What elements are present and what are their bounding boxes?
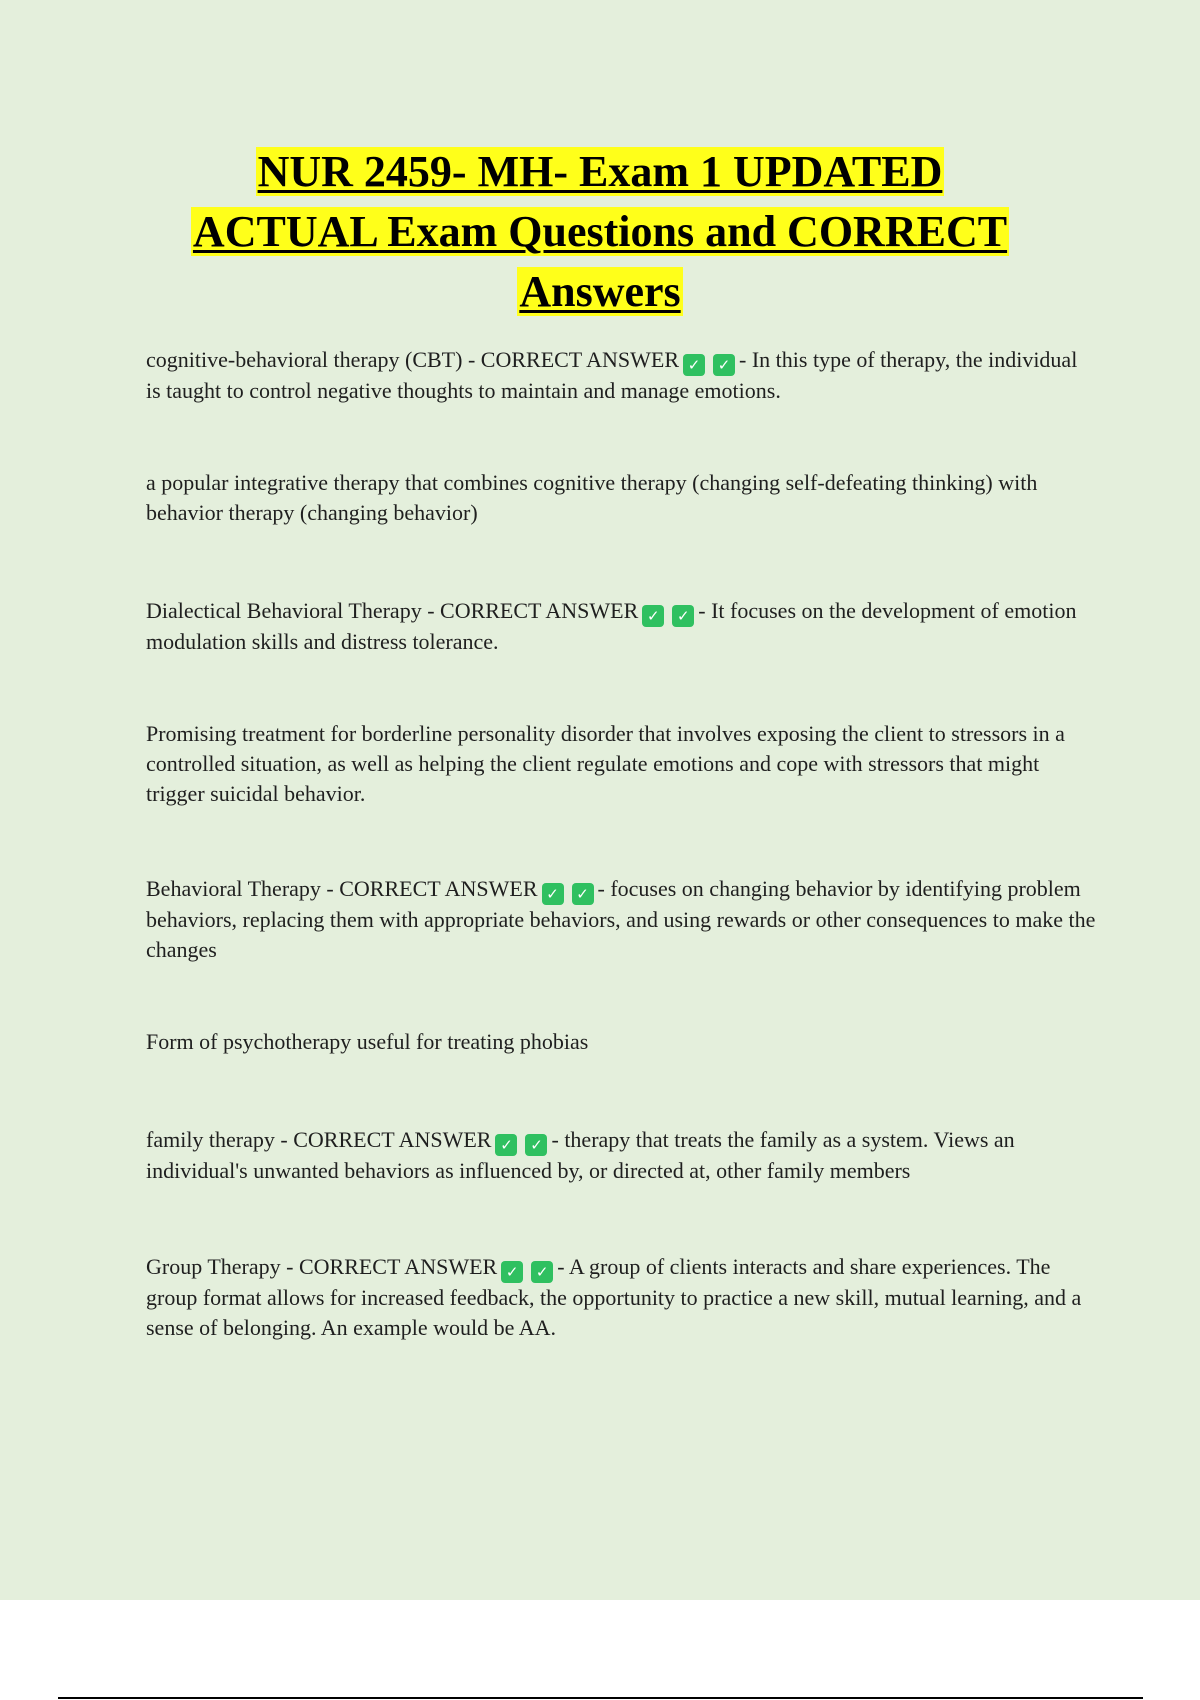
- qa-entry-cbt: cognitive-behavioral therapy (CBT) - CORRECT ANSWER ✓ ✓ - In this type of therapy, the individual is taught to control negative thoughts to maintain and manage emotions.: [146, 347, 1078, 403]
- check-mark-button-icon: ✓: [525, 1134, 547, 1156]
- entry-term: cognitive-behavioral therapy (CBT): [146, 347, 463, 372]
- check-mark-button-icon: ✓: [713, 354, 735, 376]
- qa-entry-group-therapy: Group Therapy - CORRECT ANSWER ✓ ✓ - A group of clients interacts and share experiences. The group format allows for increased feedback, the opportunity to practice a new skill, mutual learning, and a sense of belonging. An example would be AA.: [146, 1254, 1082, 1340]
- entry-answer: A group of clients interacts and share experiences. The group format allows for increased feedback, the opportunity to practice a new skill, mutual learning, and a sense of belonging. An example would be AA.: [146, 1254, 1082, 1340]
- check-mark-button-icon: ✓: [501, 1261, 523, 1283]
- qa-entry-dbt: Dialectical Behavioral Therapy - CORRECT ANSWER ✓ ✓ - It focuses on the development of emotion modulation skills and distress tolerance.: [146, 598, 1077, 654]
- title-line-3: Answers: [519, 267, 681, 316]
- check-mark-button-icon: ✓: [672, 605, 694, 627]
- qa-entry-family-therapy: family therapy - CORRECT ANSWER ✓ ✓ - therapy that treats the family as a system. Views an individual's unwanted behaviors as influenced by, or directed at, other family members: [146, 1127, 1015, 1183]
- entry-term: Behavioral Therapy: [146, 876, 321, 901]
- entry-marker: CORRECT ANSWER: [293, 1127, 492, 1152]
- qa-entry-definition: [146, 468, 1096, 528]
- entry-answer: In this type of therapy, the individual is taught to control negative thoughts to maintain and manage emotions.: [146, 347, 1078, 403]
- title-line-1: NUR 2459- MH- Exam 1 UPDATED: [257, 147, 943, 196]
- qa-entry-behavioral-therapy: Behavioral Therapy - CORRECT ANSWER ✓ ✓ - focuses on changing behavior by identifying problem behaviors, replacing them with appropriate behaviors, and using rewards or other consequences to make the changes: [146, 876, 1096, 962]
- entry-term: family therapy: [146, 1127, 275, 1152]
- check-mark-button-icon: ✓: [572, 883, 594, 905]
- entry-answer: focuses on changing behavior by identifying problem behaviors, replacing them with appropriate behaviors, and using rewards or other consequences to make the changes: [146, 876, 1096, 962]
- qa-entry-definition: [146, 719, 1096, 809]
- entry-marker: CORRECT ANSWER: [339, 876, 538, 901]
- entry-answer: therapy that treats the family as a system. Views an individual's unwanted behaviors as influenced by, or directed at, other family members: [146, 1127, 1015, 1183]
- entry-marker: CORRECT ANSWER: [480, 347, 680, 372]
- entry-marker: CORRECT ANSWER: [440, 598, 639, 623]
- qa-entry-definition: [146, 1027, 1096, 1057]
- title-line-2: ACTUAL Exam Questions and CORRECT: [192, 207, 1008, 256]
- check-mark-button-icon: ✓: [683, 354, 705, 376]
- entry-marker: CORRECT ANSWER: [298, 1254, 498, 1279]
- check-mark-button-icon: ✓: [495, 1134, 517, 1156]
- check-mark-button-icon: ✓: [642, 605, 664, 627]
- entry-answer: It focuses on the development of emotion modulation skills and distress tolerance.: [146, 598, 1077, 654]
- entry-text: Promising treatment for borderline personality disorder that involves exposing the client to stressors in a controlled situation, as well as helping the client regulate emotions and cope with stressors that might trigger suicidal behavior.: [146, 721, 1065, 806]
- entry-term: Group Therapy: [146, 1254, 281, 1279]
- document-title: [0, 142, 1200, 322]
- entry-text: a popular integrative therapy that combines cognitive therapy (changing self-defeating thinking) with behavior therapy (changing behavior): [146, 470, 1038, 525]
- footer-divider: [58, 1697, 1143, 1699]
- check-mark-button-icon: ✓: [531, 1261, 553, 1283]
- check-mark-button-icon: ✓: [542, 883, 564, 905]
- entry-term: Dialectical Behavioral Therapy: [146, 598, 422, 623]
- entry-text: Form of psychotherapy useful for treating phobias: [146, 1029, 589, 1054]
